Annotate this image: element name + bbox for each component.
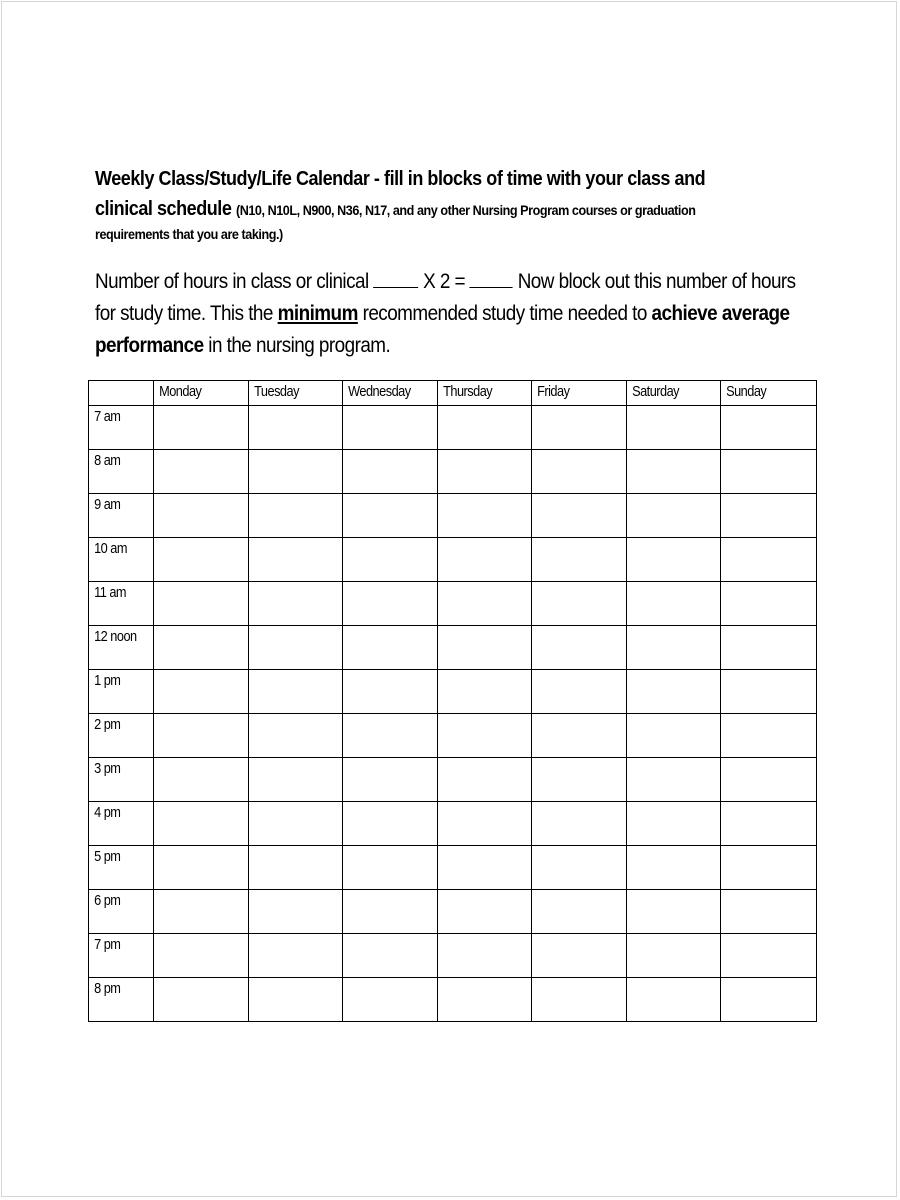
calendar-corner-cell [89, 381, 154, 406]
schedule-cell[interactable] [626, 758, 721, 802]
heading-course-list: (N10, N10L, N900, N36, N17, and any other Nursing Program courses or graduation [235, 202, 696, 218]
time-label: 8 pm [94, 980, 121, 997]
schedule-cell[interactable] [532, 758, 627, 802]
calendar-body [89, 406, 817, 1022]
schedule-cell[interactable] [532, 406, 627, 450]
schedule-cell[interactable] [626, 802, 721, 846]
calendar-row [89, 406, 817, 450]
schedule-cell[interactable] [343, 538, 438, 582]
time-label: 12 noon [94, 628, 137, 645]
schedule-cell[interactable] [154, 714, 249, 758]
schedule-cell[interactable] [532, 538, 627, 582]
day-header-tuesday: Tuesday [248, 381, 343, 406]
day-header-saturday: Saturday [626, 381, 721, 406]
schedule-cell[interactable] [437, 450, 532, 494]
time-label: 11 am [94, 584, 127, 601]
schedule-cell[interactable] [437, 626, 532, 670]
calendar-row [89, 978, 817, 1022]
schedule-cell[interactable] [248, 978, 343, 1022]
schedule-cell[interactable] [154, 494, 249, 538]
schedule-cell[interactable] [154, 406, 249, 450]
instructions-row-3 [95, 330, 815, 362]
weekly-calendar-table [88, 380, 817, 1022]
time-label-cell [89, 406, 154, 450]
schedule-cell[interactable] [721, 538, 817, 582]
schedule-cell[interactable] [437, 494, 532, 538]
calendar-row [89, 582, 817, 626]
schedule-cell[interactable] [626, 846, 721, 890]
schedule-cell[interactable] [154, 582, 249, 626]
schedule-cell[interactable] [437, 758, 532, 802]
schedule-cell[interactable] [721, 494, 817, 538]
instructions-row-2 [95, 298, 815, 330]
calendar-row [89, 626, 817, 670]
time-label: 7 pm [94, 936, 121, 953]
schedule-cell[interactable] [626, 626, 721, 670]
achieve-average-text: achieve average [651, 302, 790, 325]
schedule-cell[interactable] [248, 494, 343, 538]
schedule-cell[interactable] [437, 978, 532, 1022]
schedule-cell[interactable] [343, 670, 438, 714]
time-label-cell [89, 538, 154, 582]
schedule-cell[interactable] [343, 890, 438, 934]
schedule-cell[interactable] [437, 846, 532, 890]
schedule-cell[interactable] [437, 582, 532, 626]
schedule-cell[interactable] [626, 494, 721, 538]
schedule-cell[interactable] [721, 406, 817, 450]
schedule-cell[interactable] [721, 714, 817, 758]
schedule-cell[interactable] [248, 846, 343, 890]
calendar-row [89, 758, 817, 802]
time-label: 10 am [94, 540, 127, 557]
performance-text: performance [95, 334, 204, 357]
calendar-row [89, 890, 817, 934]
schedule-cell[interactable] [154, 450, 249, 494]
schedule-cell[interactable] [343, 450, 438, 494]
schedule-cell[interactable] [343, 934, 438, 978]
schedule-cell[interactable] [437, 670, 532, 714]
heading-line-2 [95, 194, 743, 224]
nursing-program-text: in the nursing program. [208, 334, 391, 357]
instructions-row-1 [95, 266, 815, 298]
schedule-cell[interactable] [532, 846, 627, 890]
schedule-cell[interactable] [154, 890, 249, 934]
time-label-cell [89, 626, 154, 670]
schedule-cell[interactable] [343, 802, 438, 846]
time-label-cell [89, 582, 154, 626]
time-label: 6 pm [94, 892, 121, 909]
minimum-text: minimum [277, 302, 358, 325]
schedule-cell[interactable] [532, 802, 627, 846]
time-label-cell [89, 934, 154, 978]
schedule-cell[interactable] [532, 934, 627, 978]
calendar-header-row [89, 381, 817, 406]
schedule-cell[interactable] [532, 890, 627, 934]
schedule-cell[interactable] [248, 714, 343, 758]
schedule-cell[interactable] [626, 890, 721, 934]
schedule-cell[interactable] [532, 626, 627, 670]
schedule-cell[interactable] [248, 802, 343, 846]
hours-label: Number of hours in class or clinical [95, 270, 369, 293]
schedule-cell[interactable] [626, 538, 721, 582]
schedule-cell[interactable] [626, 582, 721, 626]
heading-line-2-main: clinical schedule [95, 198, 232, 220]
block-out-text: Now block out this number of hours [517, 270, 796, 293]
calendar-row [89, 934, 817, 978]
schedule-cell[interactable] [437, 890, 532, 934]
instructions-paragraph [95, 266, 815, 362]
calendar-row [89, 670, 817, 714]
schedule-cell[interactable] [248, 758, 343, 802]
time-label-cell [89, 670, 154, 714]
calendar-row [89, 846, 817, 890]
schedule-cell[interactable] [437, 538, 532, 582]
schedule-cell[interactable] [532, 714, 627, 758]
day-header-monday: Monday [154, 381, 249, 406]
schedule-cell[interactable] [343, 714, 438, 758]
schedule-cell[interactable] [532, 450, 627, 494]
day-header-sunday: Sunday [721, 381, 817, 406]
schedule-cell[interactable] [154, 670, 249, 714]
heading-line-3: requirements that you are taking.) [95, 226, 283, 242]
schedule-cell[interactable] [154, 758, 249, 802]
calendar-row [89, 714, 817, 758]
time-label-cell [89, 802, 154, 846]
schedule-cell[interactable] [721, 670, 817, 714]
schedule-cell[interactable] [626, 934, 721, 978]
time-label-cell [89, 978, 154, 1022]
schedule-cell[interactable] [437, 406, 532, 450]
time-label: 5 pm [94, 848, 121, 865]
schedule-cell[interactable] [721, 758, 817, 802]
schedule-cell[interactable] [721, 978, 817, 1022]
time-label: 8 am [94, 452, 121, 469]
time-label-cell [89, 494, 154, 538]
time-label: 7 am [94, 408, 121, 425]
schedule-cell[interactable] [343, 582, 438, 626]
schedule-cell[interactable] [721, 450, 817, 494]
recommended-text: recommended study time needed to [362, 302, 647, 325]
schedule-cell[interactable] [343, 626, 438, 670]
schedule-cell[interactable] [532, 494, 627, 538]
time-label: 3 pm [94, 760, 121, 777]
schedule-cell[interactable] [154, 802, 249, 846]
calendar-row [89, 494, 817, 538]
time-label-cell [89, 450, 154, 494]
schedule-cell[interactable] [343, 406, 438, 450]
schedule-cell[interactable] [248, 450, 343, 494]
time-label-cell [89, 846, 154, 890]
schedule-cell[interactable] [154, 626, 249, 670]
time-label-cell [89, 890, 154, 934]
schedule-cell[interactable] [154, 538, 249, 582]
time-label: 4 pm [94, 804, 121, 821]
schedule-cell[interactable] [721, 934, 817, 978]
result-blank[interactable] [470, 269, 513, 288]
schedule-cell[interactable] [248, 890, 343, 934]
schedule-cell[interactable] [248, 670, 343, 714]
time-label: 1 pm [94, 672, 121, 689]
time-label-cell [89, 758, 154, 802]
schedule-cell[interactable] [154, 934, 249, 978]
schedule-cell[interactable] [721, 802, 817, 846]
schedule-cell[interactable] [626, 978, 721, 1022]
schedule-cell[interactable] [437, 934, 532, 978]
schedule-cell[interactable] [437, 802, 532, 846]
schedule-cell[interactable] [721, 846, 817, 890]
calendar-row [89, 802, 817, 846]
schedule-cell[interactable] [626, 714, 721, 758]
schedule-cell[interactable] [248, 582, 343, 626]
schedule-cell[interactable] [626, 450, 721, 494]
schedule-cell[interactable] [343, 758, 438, 802]
schedule-cell[interactable] [154, 846, 249, 890]
schedule-cell[interactable] [248, 538, 343, 582]
study-time-text: for study time. This the [95, 302, 273, 325]
schedule-cell[interactable] [721, 890, 817, 934]
schedule-cell[interactable] [248, 626, 343, 670]
schedule-cell[interactable] [343, 494, 438, 538]
hours-blank[interactable] [373, 269, 418, 288]
schedule-cell[interactable] [532, 670, 627, 714]
document-heading [95, 164, 743, 244]
schedule-cell[interactable] [248, 934, 343, 978]
time-label-cell [89, 714, 154, 758]
schedule-cell[interactable] [532, 978, 627, 1022]
time-label: 2 pm [94, 716, 121, 733]
schedule-cell[interactable] [721, 582, 817, 626]
calendar-row [89, 450, 817, 494]
heading-line-1: Weekly Class/Study/Life Calendar - fill in blocks of time with your class and [95, 168, 706, 190]
schedule-cell[interactable] [343, 846, 438, 890]
schedule-cell[interactable] [437, 714, 532, 758]
day-header-friday: Friday [532, 381, 627, 406]
schedule-cell[interactable] [626, 406, 721, 450]
day-header-wednesday: Wednesday [343, 381, 438, 406]
schedule-cell[interactable] [343, 978, 438, 1022]
schedule-cell[interactable] [721, 626, 817, 670]
schedule-cell[interactable] [154, 978, 249, 1022]
day-header-thursday: Thursday [437, 381, 532, 406]
schedule-cell[interactable] [626, 670, 721, 714]
schedule-cell[interactable] [248, 406, 343, 450]
multiply-label: X 2 = [423, 270, 466, 293]
time-label: 9 am [94, 496, 121, 513]
schedule-cell[interactable] [532, 582, 627, 626]
calendar-row [89, 538, 817, 582]
